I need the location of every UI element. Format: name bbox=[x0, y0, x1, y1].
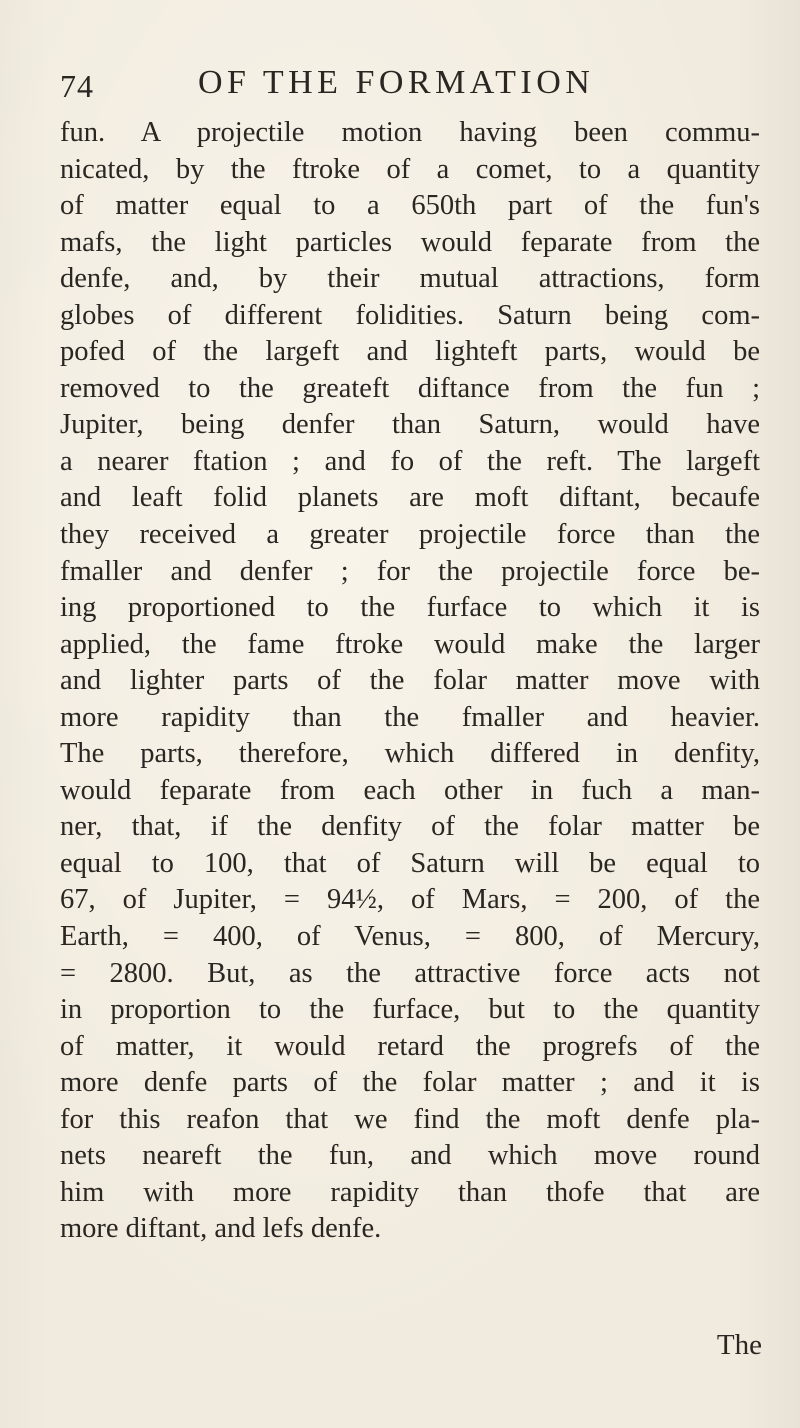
text-line-26: of matter, it would retard the progrefs of the bbox=[60, 1030, 760, 1062]
text-line-8: removed to the greateft diftance from the fun ; bbox=[60, 372, 760, 404]
text-line-4: mafs, the light particles would feparate from the bbox=[60, 226, 760, 258]
text-line-25: in proportion to the furface, but to the quantity bbox=[60, 994, 760, 1026]
catchword: The bbox=[716, 1329, 762, 1361]
text-line-6: globes of different folidities. Saturn being com- bbox=[60, 299, 760, 331]
text-line-12: they received a greater projectile force than the bbox=[60, 519, 760, 551]
text-line-17: more rapidity than the fmaller and heavier. bbox=[60, 701, 760, 733]
text-line-14: ing proportioned to the furface to which it is bbox=[60, 592, 760, 624]
text-line-15: applied, the fame ftroke would make the larger bbox=[60, 628, 760, 660]
text-line-19: would feparate from each other in fuch a man- bbox=[60, 774, 760, 806]
page-number: 74 bbox=[60, 68, 94, 104]
text-line-30: him with more rapidity than thofe that are bbox=[60, 1176, 760, 1208]
text-line-7: pofed of the largeft and lighteft parts, would be bbox=[60, 336, 760, 368]
text-line-11: and leaft folid planets are moft diftant, becaufe bbox=[60, 482, 760, 514]
text-line-13: fmaller and denfer ; for the projectile force be- bbox=[60, 555, 760, 587]
text-line-24: = 2800. But, as the attractive force acts not bbox=[60, 957, 760, 989]
text-line-28: for this reafon that we find the moft denfe pla- bbox=[60, 1103, 760, 1135]
text-line-10: a nearer ftation ; and fo of the reft. The largeft bbox=[60, 445, 760, 477]
running-title: OF THE FORMATION bbox=[198, 64, 595, 101]
text-line-23: Earth, = 400, of Venus, = 800, of Mercury, bbox=[60, 921, 760, 953]
text-line-20: ner, that, if the denfity of the folar matter be bbox=[60, 811, 760, 843]
text-line-29: nets neareft the fun, and which move round bbox=[60, 1140, 760, 1172]
text-line-9: Jupiter, being denfer than Saturn, would have bbox=[60, 409, 760, 441]
running-head bbox=[60, 62, 760, 112]
text-line-2: nicated, by the ftroke of a comet, to a quantity bbox=[60, 153, 760, 185]
text-line-27: more denfe parts of the folar matter ; and it is bbox=[60, 1067, 760, 1099]
text-line-5: denfe, and, by their mutual attractions, form bbox=[60, 263, 760, 295]
body-text bbox=[60, 115, 760, 1248]
text-line-22: 67, of Jupiter, = 94½, of Mars, = 200, of the bbox=[60, 884, 760, 916]
text-line-3: of matter equal to a 650th part of the fun's bbox=[60, 190, 760, 222]
text-line-21: equal to 100, that of Saturn will be equal to bbox=[60, 847, 760, 879]
text-line-18: The parts, therefore, which differed in denfity, bbox=[60, 738, 760, 770]
text-line-16: and lighter parts of the folar matter move with bbox=[60, 665, 760, 697]
text-line-1: fun. A projectile motion having been commu- bbox=[60, 117, 760, 148]
text-line-31: more diftant, and lefs denfe. bbox=[60, 1213, 382, 1245]
